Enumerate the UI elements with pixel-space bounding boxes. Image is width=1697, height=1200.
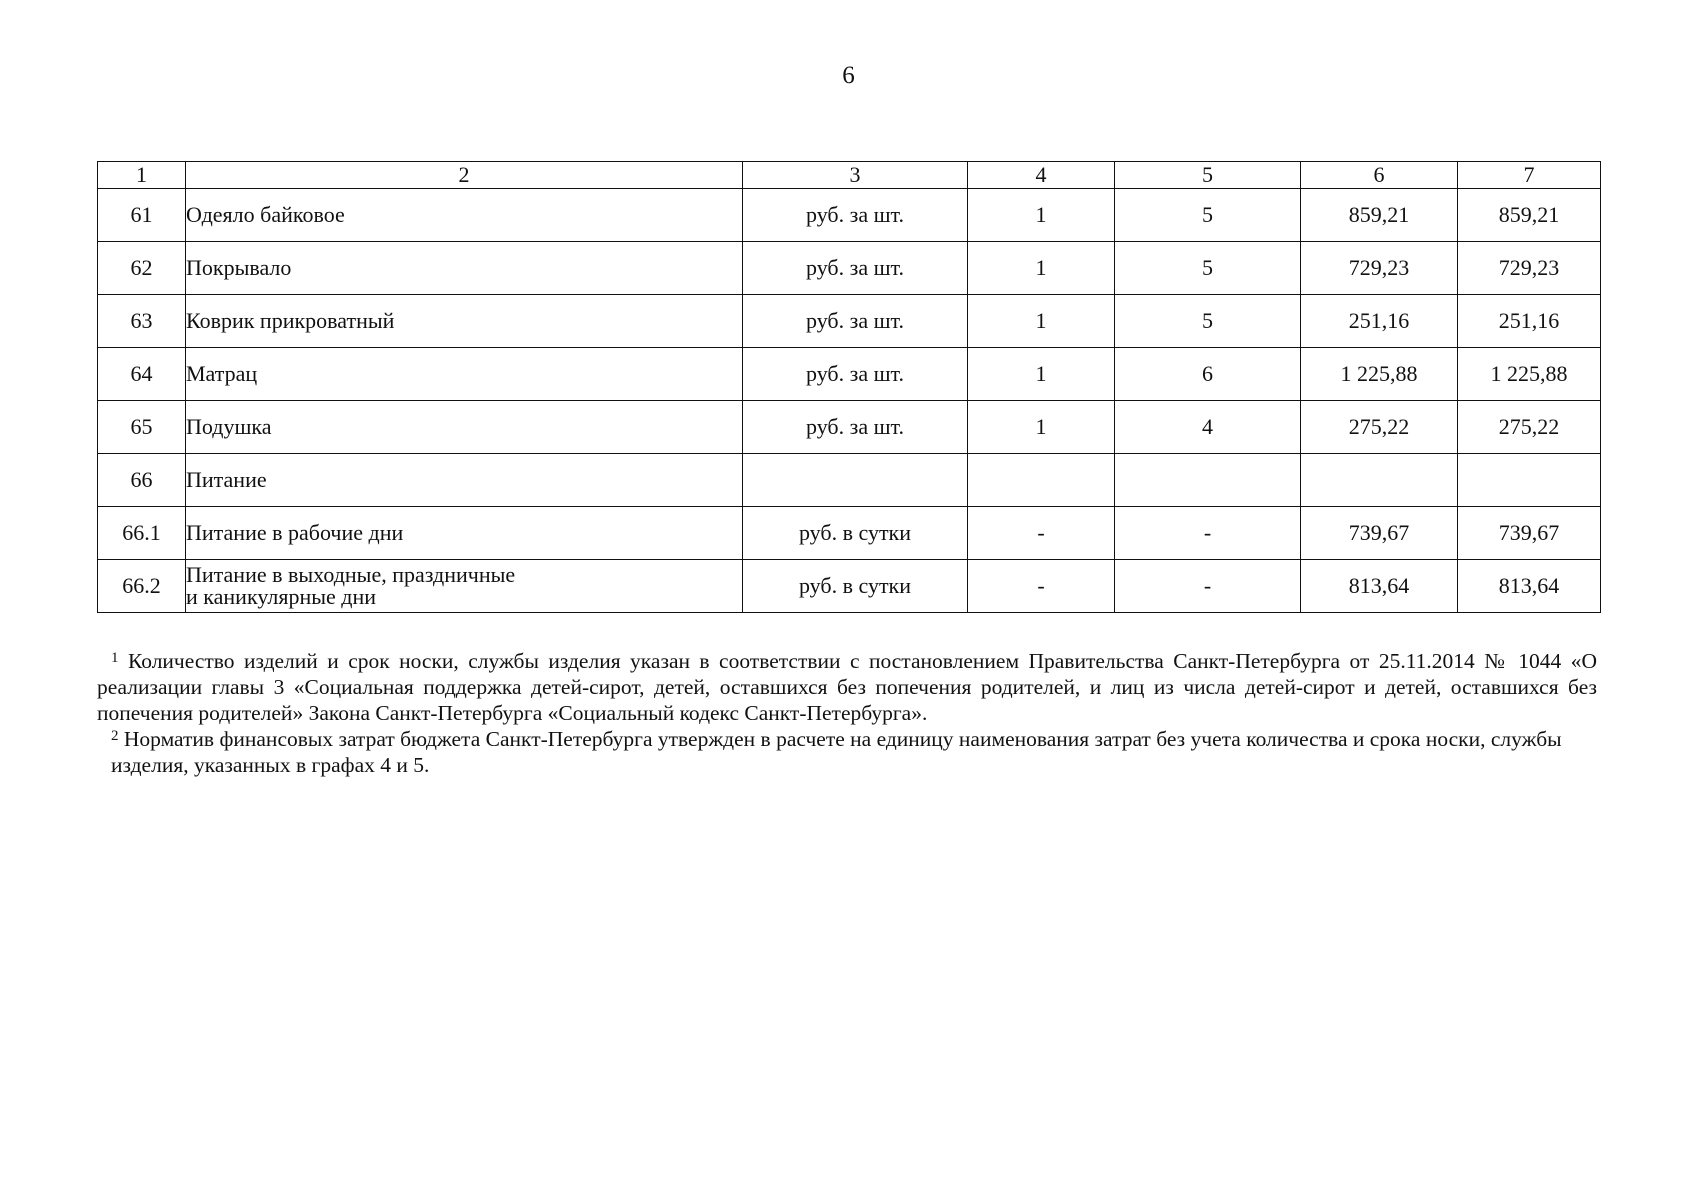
table-row xyxy=(98,507,1601,560)
term xyxy=(1115,454,1301,507)
unit: руб. за шт. xyxy=(743,189,968,242)
term: 4 xyxy=(1115,401,1301,454)
row-number: 61 xyxy=(98,189,186,242)
term: 5 xyxy=(1115,295,1301,348)
row-number: 63 xyxy=(98,295,186,348)
page-number: 6 xyxy=(842,62,855,89)
cost-table xyxy=(97,161,1601,613)
item-name-line: Питание в выходные, праздничные xyxy=(186,562,516,587)
row-number: 62 xyxy=(98,242,186,295)
column-number: 2 xyxy=(186,162,743,189)
quantity: 1 xyxy=(968,295,1115,348)
value-col7: 251,16 xyxy=(1458,295,1601,348)
column-number: 7 xyxy=(1458,162,1601,189)
footnote-1 xyxy=(97,648,1597,726)
column-number-row xyxy=(98,162,1601,189)
value-col7: 275,22 xyxy=(1458,401,1601,454)
item-name: Коврик прикроватный xyxy=(186,295,743,348)
unit: руб. за шт. xyxy=(743,242,968,295)
footnote-2 xyxy=(97,726,1597,778)
footnote-text: Количество изделий и срок носки, службы изделия указан в соответствии с постановлением Правительства Санкт-Петербурга от 25.11.2014 № 1044 «О реализации главы 3 «Социальная поддержка детей-сирот, детей, оставшихся без попечения родителей, и лиц из числа детей-сирот и детей, оставшихся без попечения родителей» Закона Санкт-Петербурга «Социальный кодекс Санкт-Петербурга». xyxy=(97,649,1597,725)
term: - xyxy=(1115,507,1301,560)
row-number: 66.2 xyxy=(98,560,186,613)
term: 5 xyxy=(1115,242,1301,295)
unit: руб. за шт. xyxy=(743,295,968,348)
value-col6 xyxy=(1301,454,1458,507)
table-row xyxy=(98,189,1601,242)
value-col7: 813,64 xyxy=(1458,560,1601,613)
column-number: 4 xyxy=(968,162,1115,189)
value-col6: 739,67 xyxy=(1301,507,1458,560)
unit xyxy=(743,454,968,507)
value-col6: 275,22 xyxy=(1301,401,1458,454)
value-col7: 729,23 xyxy=(1458,242,1601,295)
table-row xyxy=(98,401,1601,454)
quantity: 1 xyxy=(968,401,1115,454)
column-number: 5 xyxy=(1115,162,1301,189)
quantity: - xyxy=(968,560,1115,613)
item-name: Питание в рабочие дни xyxy=(186,507,743,560)
footnote-mark: 2 xyxy=(111,728,119,744)
value-col7: 859,21 xyxy=(1458,189,1601,242)
column-number: 6 xyxy=(1301,162,1458,189)
item-name xyxy=(186,560,743,613)
quantity: 1 xyxy=(968,189,1115,242)
value-col6: 813,64 xyxy=(1301,560,1458,613)
quantity: 1 xyxy=(968,348,1115,401)
footnote-text: Норматив финансовых затрат бюджета Санкт-Петербурга утвержден в расчете на единицу наименования затрат без учета количества и срока носки, службы изделия, указанных в графах 4 и 5. xyxy=(111,727,1562,777)
row-number: 66.1 xyxy=(98,507,186,560)
value-col6: 729,23 xyxy=(1301,242,1458,295)
term: 6 xyxy=(1115,348,1301,401)
item-name-line: и каникулярные дни xyxy=(186,584,377,609)
table-row xyxy=(98,560,1601,613)
item-name: Подушка xyxy=(186,401,743,454)
table-row xyxy=(98,242,1601,295)
table-row xyxy=(98,454,1601,507)
value-col6: 859,21 xyxy=(1301,189,1458,242)
table-row xyxy=(98,295,1601,348)
footnotes xyxy=(97,648,1597,778)
quantity xyxy=(968,454,1115,507)
unit: руб. за шт. xyxy=(743,348,968,401)
unit: руб. в сутки xyxy=(743,560,968,613)
term: 5 xyxy=(1115,189,1301,242)
row-number: 65 xyxy=(98,401,186,454)
item-name: Покрывало xyxy=(186,242,743,295)
footnote-mark: 1 xyxy=(111,650,119,666)
value-col6: 251,16 xyxy=(1301,295,1458,348)
quantity: 1 xyxy=(968,242,1115,295)
column-number: 3 xyxy=(743,162,968,189)
value-col7 xyxy=(1458,454,1601,507)
item-name: Матрац xyxy=(186,348,743,401)
value-col7: 739,67 xyxy=(1458,507,1601,560)
column-number: 1 xyxy=(98,162,186,189)
value-col7: 1 225,88 xyxy=(1458,348,1601,401)
item-name: Одеяло байковое xyxy=(186,189,743,242)
quantity: - xyxy=(968,507,1115,560)
unit: руб. за шт. xyxy=(743,401,968,454)
table-row xyxy=(98,348,1601,401)
item-name: Питание xyxy=(186,454,743,507)
row-number: 66 xyxy=(98,454,186,507)
term: - xyxy=(1115,560,1301,613)
row-number: 64 xyxy=(98,348,186,401)
unit: руб. в сутки xyxy=(743,507,968,560)
value-col6: 1 225,88 xyxy=(1301,348,1458,401)
